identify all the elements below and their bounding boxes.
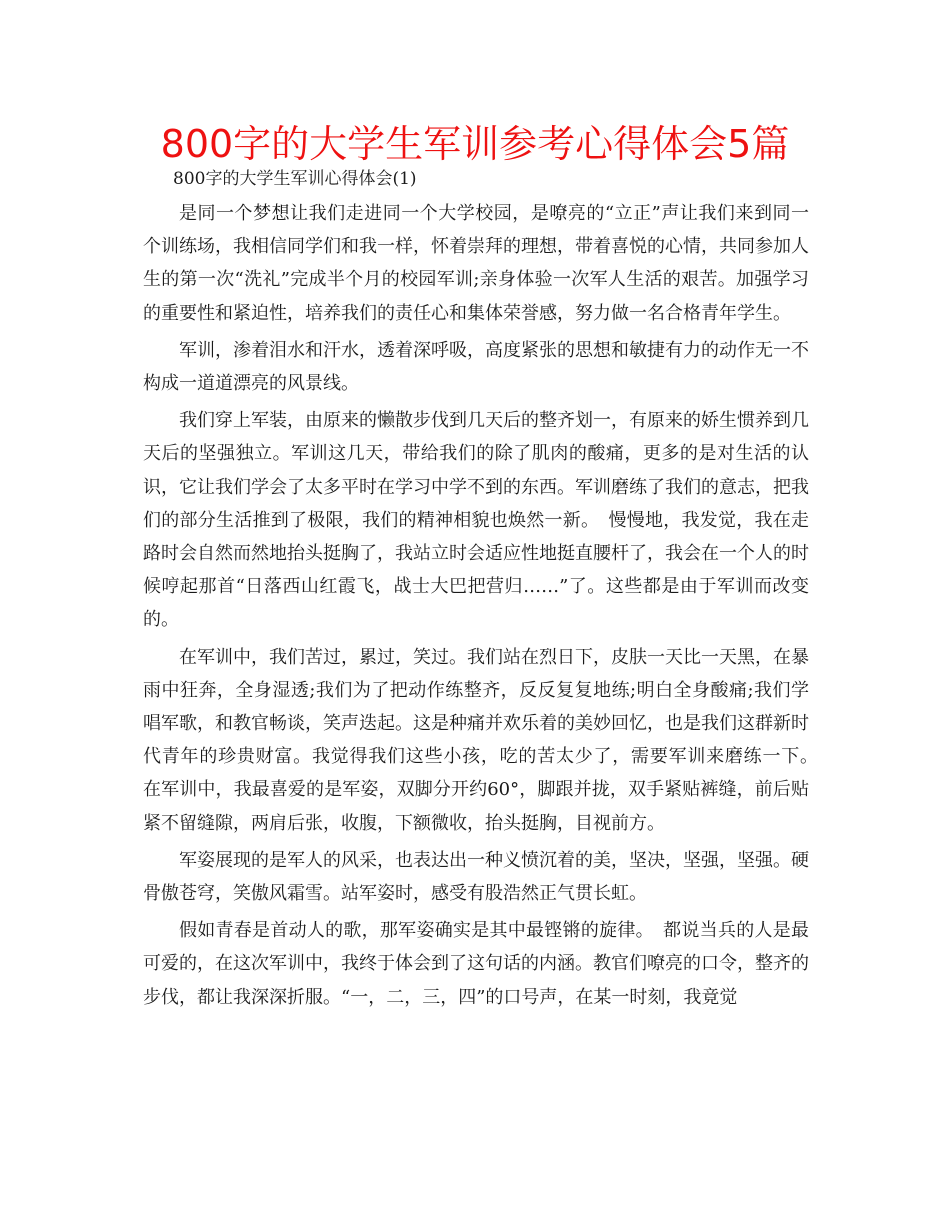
paragraph-4: 在军训中，我们苦过，累过，笑过。我们站在烈日下，皮肤一天比一天黑，在暴雨中狂奔，全身湿透;我们为了把动作练整齐，反反复复地练;明白全身酸痛;我们学唱军歌，和教官畅谈，笑声迭起。这是种痛并欢乐着的美妙回忆，也是我们这群新时代青年的珍贵财富。我觉得我们这些小孩，吃的苦太少了，需要军训来磨练一下。 在军训中，我最喜爱的是军姿，双脚分开约60°，脚跟并拢，双手紧贴裤缝，前后贴紧不留缝隙，两肩后张，收腹，下额微收，抬头挺胸，目视前方。 (143, 646, 827, 834)
document-body (143, 162, 827, 1018)
paragraph-3: 我们穿上军装，由原来的懒散步伐到几天后的整齐划一，有原来的娇生惯养到几天后的坚强独立。军训这几天，带给我们的除了肌肉的酸痛，更多的是对生活的认识，它让我们学会了太多平时在学习中学不到的东西。军训磨练了我们的意志，把我们的部分生活推到了极限，我们的精神相貌也焕然一新。 慢慢地，我发觉，我在走路时会自然而然地抬头挺胸了，我站立时会适应性地挺直腰杆了，我会在一个人的时候哼起那首“日落西山红霞飞，战士大巴把营归……”了。这些都是由于军训而改变的。 (143, 410, 809, 631)
section-subtitle: 800字的大学生军训心得体会(1) (173, 169, 417, 189)
paragraph-6: 假如青春是首动人的歌，那军姿确实是其中最铿锵的旋律。 都说当兵的人是最可爱的，在这次军训中，我终于体会到了这句话的内涵。教官们嘹亮的口令，整齐的步伐，都让我深深折服。“一，二，三，四”的口号声，在某一时刻，我竟觉 (143, 920, 809, 1008)
paragraph-5: 军姿展现的是军人的风采，也表达出一种义愤沉着的美，坚决，坚强，坚强。硬骨傲苍穹，笑傲风霜雪。站军姿时，感受有股浩然正气贯长虹。 (143, 849, 809, 905)
document-title: 800字的大学生军训参考心得体会5篇 (160, 122, 790, 166)
paragraph-2: 军训，渗着泪水和汗水，透着深呼吸，高度紧张的思想和敏捷有力的动作无一不构成一道道漂亮的风景线。 (143, 339, 809, 395)
paragraph-1: 是同一个梦想让我们走进同一个大学校园，是嘹亮的“立正”声让我们来到同一个训练场，我相信同学们和我一样，怀着崇拜的理想，带着喜悦的心情，共同参加人生的第一次“洗礼”完成半个月的校园军训;亲身体验一次军人生活的艰苦。加强学习的重要性和紧迫性，培养我们的责任心和集体荣誉感，努力做一名合格青年学生。 (143, 203, 809, 324)
